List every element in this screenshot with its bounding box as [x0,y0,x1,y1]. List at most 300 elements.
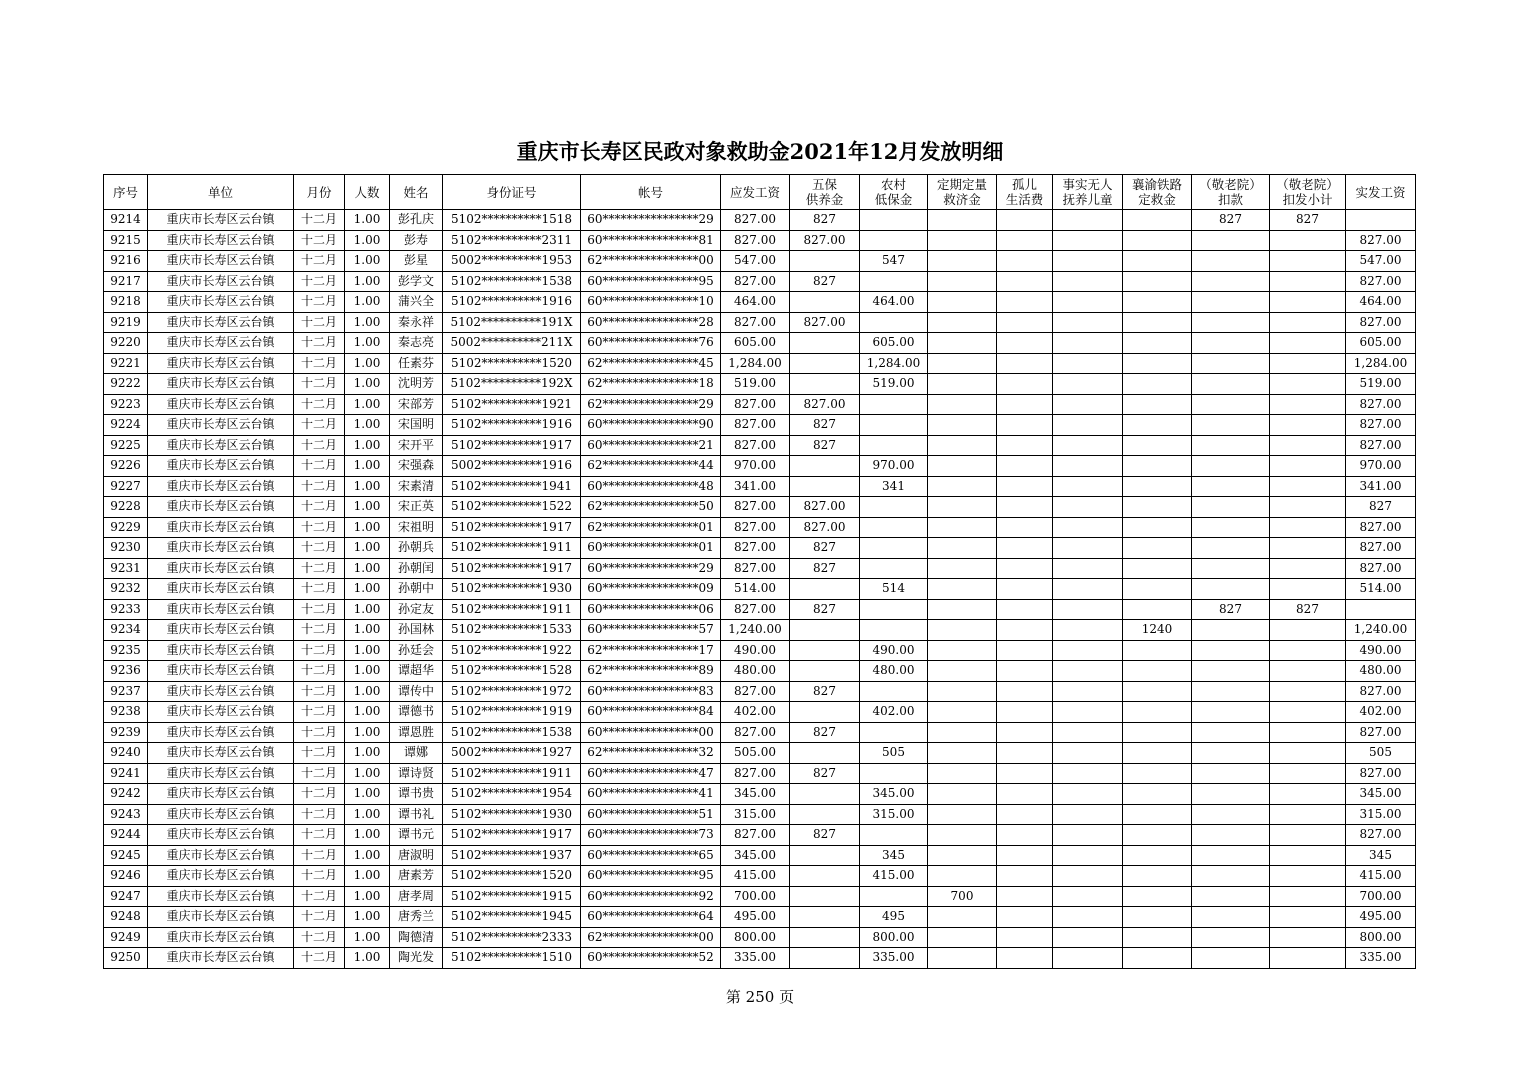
table-cell [928,394,997,415]
table-cell: 60****************84 [581,702,721,723]
column-header [860,175,928,210]
table-cell: 60****************73 [581,825,721,846]
table-cell [1270,886,1346,907]
table-cell [997,743,1053,764]
table-cell: 62****************00 [581,251,721,272]
table-cell: 重庆市长寿区云台镇 [148,579,294,600]
table-cell [1053,804,1123,825]
table-cell [928,456,997,477]
table-cell: 827.00 [790,230,860,251]
table-cell: 9214 [104,210,148,231]
table-cell: 十二月 [294,251,345,272]
table-cell: 800.00 [860,927,928,948]
table-cell: 62****************00 [581,927,721,948]
table-cell [1053,681,1123,702]
table-cell: 495.00 [721,907,790,928]
table-cell: 十二月 [294,394,345,415]
table-cell: 重庆市长寿区云台镇 [148,866,294,887]
table-cell: 陶德清 [390,927,443,948]
table-cell [790,743,860,764]
table-cell: 315.00 [721,804,790,825]
table-cell [1123,948,1192,969]
table-cell: 970.00 [721,456,790,477]
table-cell: 827 [790,415,860,436]
table-cell: 重庆市长寿区云台镇 [148,251,294,272]
table-cell [928,620,997,641]
table-cell: 827 [1270,599,1346,620]
table-cell [1192,640,1270,661]
table-cell: 60****************57 [581,620,721,641]
table-cell: 341.00 [1346,476,1416,497]
table-cell [790,784,860,805]
table-cell: 9216 [104,251,148,272]
column-header-line: 帐号 [637,184,663,200]
table-cell: 1,284.00 [721,353,790,374]
table-cell: 1.00 [345,886,390,907]
table-cell: 十二月 [294,517,345,538]
table-cell: 60****************95 [581,271,721,292]
table-cell [860,312,928,333]
table-cell [790,251,860,272]
table-cell: 827 [790,763,860,784]
table-cell [1270,538,1346,559]
table-cell [1192,702,1270,723]
table-cell: 1.00 [345,435,390,456]
table-cell: 孙廷会 [390,640,443,661]
table-cell: 5102**********1945 [443,907,581,928]
table-cell: 1,284.00 [1346,353,1416,374]
table-cell [1270,456,1346,477]
table-cell: 重庆市长寿区云台镇 [148,640,294,661]
table-cell: 827.00 [1346,825,1416,846]
table-cell [928,312,997,333]
table-cell [790,804,860,825]
table-cell: 9221 [104,353,148,374]
table-cell: 宋开平 [390,435,443,456]
table-cell: 5102**********1930 [443,804,581,825]
table-cell [997,538,1053,559]
table-row [104,394,1416,415]
page-number: 第 250 页 [725,988,795,1006]
column-header [1270,175,1346,210]
table-cell [1053,497,1123,518]
table-cell: 宋祖明 [390,517,443,538]
table-cell: 重庆市长寿区云台镇 [148,497,294,518]
table-cell [928,271,997,292]
table-cell: 9227 [104,476,148,497]
table-cell: 62****************29 [581,394,721,415]
table-cell: 827 [790,435,860,456]
table-cell: 5102**********1510 [443,948,581,969]
table-cell [997,394,1053,415]
table-cell [1053,866,1123,887]
table-body [104,210,1416,969]
table-cell: 514.00 [1346,579,1416,600]
table-cell: 827.00 [721,681,790,702]
column-header [581,175,721,210]
table-cell: 重庆市长寿区云台镇 [148,312,294,333]
table-cell [1123,661,1192,682]
table-cell: 1.00 [345,845,390,866]
table-cell: 唐淑明 [390,845,443,866]
table-cell: 唐素芳 [390,866,443,887]
table-cell: 341.00 [721,476,790,497]
table-cell: 9222 [104,374,148,395]
table-cell: 60****************90 [581,415,721,436]
table-cell: 341 [860,476,928,497]
column-header-line: 农村 [880,177,906,192]
table-cell: 彭星 [390,251,443,272]
table-cell: 60****************28 [581,312,721,333]
table-cell: 464.00 [1346,292,1416,313]
table-cell [928,804,997,825]
table-cell [790,333,860,354]
table-cell: 十二月 [294,333,345,354]
table-cell: 5102**********1941 [443,476,581,497]
table-cell: 827.00 [1346,394,1416,415]
table-cell [1123,333,1192,354]
column-header [790,175,860,210]
table-cell [790,456,860,477]
table-cell: 495.00 [1346,907,1416,928]
table-cell [1192,722,1270,743]
table-cell: 9239 [104,722,148,743]
column-header [1123,175,1192,210]
table-cell: 827 [790,825,860,846]
table-cell: 827.00 [790,517,860,538]
table-cell: 60****************00 [581,722,721,743]
table-cell [928,558,997,579]
table-cell: 827 [790,271,860,292]
table-cell [1270,435,1346,456]
table-cell: 5102**********1528 [443,661,581,682]
table-cell: 宋正英 [390,497,443,518]
table-cell [1192,476,1270,497]
table-cell [1192,292,1270,313]
column-header [997,175,1053,210]
table-row [104,333,1416,354]
table-row [104,825,1416,846]
table-cell: 宋国明 [390,415,443,436]
table-cell: 9243 [104,804,148,825]
table-cell: 十二月 [294,620,345,641]
table-cell [928,292,997,313]
table-row [104,763,1416,784]
table-cell: 827.00 [721,312,790,333]
table-cell [860,435,928,456]
table-cell [1053,435,1123,456]
table-cell: 970.00 [860,456,928,477]
table-cell: 5002**********1953 [443,251,581,272]
table-row [104,886,1416,907]
table-cell: 十二月 [294,825,345,846]
column-header-line: 实发工资 [1355,184,1406,200]
table-cell: 490.00 [1346,640,1416,661]
table-cell [1053,333,1123,354]
table-cell [1053,620,1123,641]
table-cell: 重庆市长寿区云台镇 [148,804,294,825]
table-cell: 547.00 [1346,251,1416,272]
table-cell [1270,497,1346,518]
column-header [443,175,581,210]
table-cell: 827.00 [721,230,790,251]
table-cell [1053,927,1123,948]
table-cell: 519.00 [860,374,928,395]
table-cell [790,702,860,723]
table-cell: 5102**********1538 [443,722,581,743]
table-cell: 60****************01 [581,538,721,559]
table-cell: 孙朝中 [390,579,443,600]
table-cell: 秦志亮 [390,333,443,354]
table-cell: 十二月 [294,476,345,497]
table-cell [1270,681,1346,702]
table-cell: 480.00 [721,661,790,682]
table-cell [997,886,1053,907]
table-row [104,210,1416,231]
table-cell: 谭诗贤 [390,763,443,784]
table-cell [928,415,997,436]
table-cell [1123,517,1192,538]
table-cell [790,292,860,313]
table-row [104,517,1416,538]
table-cell: 十二月 [294,784,345,805]
table-cell: 5102**********1937 [443,845,581,866]
table-cell: 重庆市长寿区云台镇 [148,763,294,784]
table-cell [860,271,928,292]
table-cell: 60****************81 [581,230,721,251]
table-cell [1192,353,1270,374]
table-cell: 9237 [104,681,148,702]
table-cell: 490.00 [860,640,928,661]
table-cell: 519.00 [721,374,790,395]
relief-detail-table [103,174,1416,969]
table-cell [1053,763,1123,784]
table-cell: 9238 [104,702,148,723]
table-cell [997,517,1053,538]
table-cell: 1.00 [345,476,390,497]
table-cell [1123,230,1192,251]
column-header [1192,175,1270,210]
table-cell: 1,240.00 [1346,620,1416,641]
table-cell [1053,538,1123,559]
table-cell [1270,353,1346,374]
table-cell: 60****************76 [581,333,721,354]
table-cell: 重庆市长寿区云台镇 [148,907,294,928]
table-cell: 重庆市长寿区云台镇 [148,456,294,477]
table-cell: 345 [1346,845,1416,866]
table-cell: 514.00 [721,579,790,600]
table-row [104,599,1416,620]
column-header-line: 应发工资 [729,184,780,200]
table-cell: 5002**********1916 [443,456,581,477]
column-header-line: 单位 [207,184,233,200]
table-cell [1123,312,1192,333]
column-header-line: 序号 [112,184,138,200]
table-cell: 1.00 [345,599,390,620]
table-cell [928,353,997,374]
table-cell [997,681,1053,702]
column-header-line: 扣款 [1217,192,1243,207]
table-cell [1192,620,1270,641]
table-cell [1123,271,1192,292]
table-cell: 480.00 [860,661,928,682]
table-cell [860,394,928,415]
table-row [104,722,1416,743]
table-cell: 十二月 [294,640,345,661]
table-cell [997,825,1053,846]
table-cell [1192,866,1270,887]
table-cell: 十二月 [294,722,345,743]
table-cell [1192,456,1270,477]
table-cell [1123,497,1192,518]
table-cell: 315.00 [860,804,928,825]
table-cell: 827.00 [790,312,860,333]
table-cell [860,825,928,846]
table-cell: 9223 [104,394,148,415]
table-cell [860,210,928,231]
table-cell [1192,230,1270,251]
table-cell: 十二月 [294,374,345,395]
table-cell: 重庆市长寿区云台镇 [148,948,294,969]
table-cell [790,620,860,641]
table-cell [1192,517,1270,538]
table-cell: 5102**********1911 [443,763,581,784]
table-row [104,292,1416,313]
table-cell [1192,784,1270,805]
table-cell [1053,579,1123,600]
table-cell: 重庆市长寿区云台镇 [148,353,294,374]
table-cell [1192,497,1270,518]
table-cell [1123,804,1192,825]
table-cell [1270,558,1346,579]
table-cell: 重庆市长寿区云台镇 [148,681,294,702]
table-cell: 5102**********1522 [443,497,581,518]
table-row [104,640,1416,661]
column-header-line: 孤儿 [1011,177,1037,192]
table-cell [1270,374,1346,395]
table-cell: 1.00 [345,804,390,825]
column-header-line: 抚养儿童 [1062,192,1113,207]
column-header-line: 扣发小计 [1282,192,1333,207]
table-cell [997,497,1053,518]
table-cell [997,661,1053,682]
table-cell [1123,886,1192,907]
table-cell [1123,292,1192,313]
table-cell: 9229 [104,517,148,538]
table-cell [1270,579,1346,600]
table-cell: 827.00 [721,271,790,292]
table-cell [997,415,1053,436]
table-cell [860,681,928,702]
table-cell: 9232 [104,579,148,600]
table-cell [1123,599,1192,620]
table-cell: 415.00 [1346,866,1416,887]
table-cell: 335.00 [721,948,790,969]
table-cell: 1.00 [345,579,390,600]
table-cell [790,579,860,600]
table-cell [1270,620,1346,641]
table-cell [1192,907,1270,928]
table-cell: 605.00 [1346,333,1416,354]
table-cell [1270,333,1346,354]
table-cell [1123,456,1192,477]
table-cell [928,374,997,395]
table-cell: 605.00 [721,333,790,354]
table-cell [1123,538,1192,559]
table-cell: 十二月 [294,948,345,969]
column-header-line: 事实无人 [1062,177,1113,192]
table-cell: 9233 [104,599,148,620]
table-cell: 5102**********192X [443,374,581,395]
table-cell: 重庆市长寿区云台镇 [148,661,294,682]
table-cell [928,948,997,969]
table-cell: 519.00 [1346,374,1416,395]
table-row [104,415,1416,436]
table-cell [1192,558,1270,579]
table-cell [928,743,997,764]
table-cell: 9225 [104,435,148,456]
table-cell: 1.00 [345,394,390,415]
table-cell [997,763,1053,784]
table-row [104,558,1416,579]
table-cell [1123,210,1192,231]
table-cell: 505.00 [721,743,790,764]
table-row [104,230,1416,251]
table-cell: 827.00 [790,394,860,415]
table-cell [928,333,997,354]
table-cell: 5102**********1954 [443,784,581,805]
table-cell: 345.00 [860,784,928,805]
table-cell [1123,579,1192,600]
table-cell [1192,312,1270,333]
page-title: 重庆市长寿区民政对象救助金2021年12月发放明细 [516,139,1004,164]
table-cell: 827.00 [721,763,790,784]
table-cell [790,640,860,661]
table-cell [1053,743,1123,764]
table-cell: 9246 [104,866,148,887]
table-cell: 孙朝兵 [390,538,443,559]
table-cell: 重庆市长寿区云台镇 [148,517,294,538]
table-cell: 464.00 [721,292,790,313]
table-cell: 9245 [104,845,148,866]
table-cell: 1.00 [345,374,390,395]
table-cell [1270,784,1346,805]
table-cell [997,374,1053,395]
table-row [104,927,1416,948]
table-cell: 60****************64 [581,907,721,928]
table-cell: 1.00 [345,907,390,928]
column-header [390,175,443,210]
table-cell: 9248 [104,907,148,928]
table-cell [1053,886,1123,907]
table-header-row [104,175,1416,210]
table-cell: 605.00 [860,333,928,354]
table-cell [928,599,997,620]
table-cell: 1.00 [345,292,390,313]
table-cell: 5102**********1911 [443,599,581,620]
table-cell [997,435,1053,456]
table-cell: 9220 [104,333,148,354]
table-cell [1192,579,1270,600]
table-cell: 十二月 [294,456,345,477]
table-cell: 827.00 [1346,435,1416,456]
table-cell [928,681,997,702]
table-cell: 1.00 [345,312,390,333]
table-cell [1053,722,1123,743]
table-cell [860,620,928,641]
table-cell [1053,210,1123,231]
table-row [104,661,1416,682]
